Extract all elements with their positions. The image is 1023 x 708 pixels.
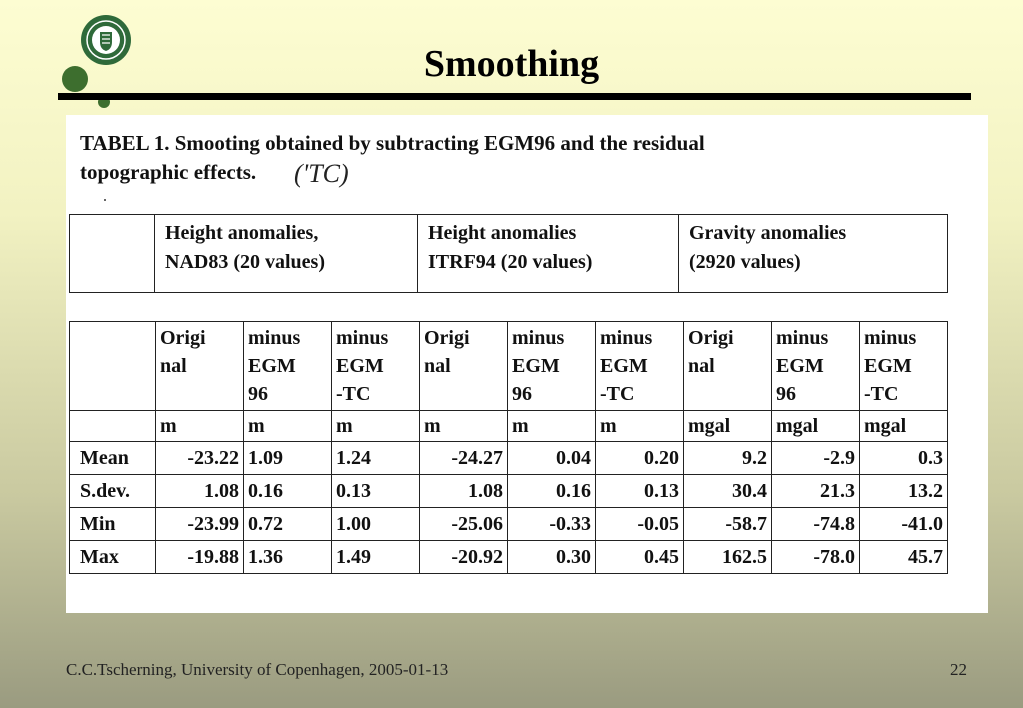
table-cell: 1.08 — [420, 475, 508, 508]
table-cell: 9.2 — [684, 442, 772, 475]
unit-cell: mgal — [860, 411, 948, 442]
footer-author: C.C.Tscherning, University of Copenhagen, 2005-01-13 — [66, 660, 449, 679]
unit-cell: mgal — [684, 411, 772, 442]
empty-corner-cell — [70, 322, 156, 411]
caption-line-1: TABEL 1. Smooting obtained by subtracting EGM96 and the residual — [80, 131, 705, 155]
page-number: 22 — [950, 660, 967, 679]
slide-title: Smoothing — [423, 43, 600, 85]
table-cell: 0.04 — [508, 442, 596, 475]
unit-cell: m — [420, 411, 508, 442]
table-cell: 162.5 — [684, 541, 772, 574]
group-header-table — [69, 214, 948, 293]
column-header: Origi nal — [420, 322, 508, 411]
column-header: Origi nal — [684, 322, 772, 411]
table-cell: 0.45 — [596, 541, 684, 574]
unit-cell: m — [596, 411, 684, 442]
column-header: minus EGM 96 — [508, 322, 596, 411]
table-cell: -41.0 — [860, 508, 948, 541]
table-cell: -20.92 — [420, 541, 508, 574]
table-cell: -0.33 — [508, 508, 596, 541]
table-row — [70, 541, 948, 574]
table-cell: 1.00 — [332, 508, 420, 541]
table-cell: 1.24 — [332, 442, 420, 475]
table-cell: 1.09 — [244, 442, 332, 475]
column-header: minus EGM -TC — [596, 322, 684, 411]
column-header: minus EGM 96 — [772, 322, 860, 411]
scan-speck — [104, 199, 106, 201]
unit-cell: m — [332, 411, 420, 442]
table-cell: 1.08 — [156, 475, 244, 508]
table-cell: 13.2 — [860, 475, 948, 508]
scanned-table-image — [66, 115, 988, 613]
group-header-gravity: Gravity anomalies (2920 values) — [679, 215, 948, 293]
group-header-nad83: Height anomalies, NAD83 (20 values) — [155, 215, 418, 293]
table-cell: -2.9 — [772, 442, 860, 475]
table-cell: -19.88 — [156, 541, 244, 574]
table-cell: 1.49 — [332, 541, 420, 574]
empty-unit-cell — [70, 411, 156, 442]
table-cell: 0.20 — [596, 442, 684, 475]
table-cell: 0.13 — [596, 475, 684, 508]
table-cell: 30.4 — [684, 475, 772, 508]
column-header: minus EGM 96 — [244, 322, 332, 411]
column-header: minus EGM -TC — [860, 322, 948, 411]
table-cell: -58.7 — [684, 508, 772, 541]
table-cell: 21.3 — [772, 475, 860, 508]
unit-cell: m — [244, 411, 332, 442]
unit-cell: m — [156, 411, 244, 442]
title-rule — [58, 93, 971, 100]
unit-cell: m — [508, 411, 596, 442]
table-cell: -78.0 — [772, 541, 860, 574]
table-cell: 0.16 — [508, 475, 596, 508]
table-cell: -23.99 — [156, 508, 244, 541]
handwritten-note: ('TC) — [294, 159, 349, 188]
column-header-row — [70, 322, 948, 411]
column-header: minus EGM -TC — [332, 322, 420, 411]
table-caption — [80, 129, 705, 187]
table-cell: 1.36 — [244, 541, 332, 574]
table-cell: -23.22 — [156, 442, 244, 475]
table-cell: -74.8 — [772, 508, 860, 541]
table-cell: -0.05 — [596, 508, 684, 541]
statistics-table — [69, 321, 948, 574]
row-label-sdev: S.dev. — [70, 475, 156, 508]
table-row — [70, 475, 948, 508]
group-header-itrf94: Height anomalies ITRF94 (20 values) — [418, 215, 679, 293]
caption-line-2: topographic effects. — [80, 160, 257, 184]
table-cell: 0.13 — [332, 475, 420, 508]
column-header: Origi nal — [156, 322, 244, 411]
row-label-min: Min — [70, 508, 156, 541]
row-label-max: Max — [70, 541, 156, 574]
empty-corner-cell — [70, 215, 155, 293]
unit-cell: mgal — [772, 411, 860, 442]
table-cell: -24.27 — [420, 442, 508, 475]
table-cell: 0.30 — [508, 541, 596, 574]
units-row — [70, 411, 948, 442]
table-cell: 0.16 — [244, 475, 332, 508]
row-label-mean: Mean — [70, 442, 156, 475]
table-cell: 0.72 — [244, 508, 332, 541]
table-cell: 0.3 — [860, 442, 948, 475]
table-cell: -25.06 — [420, 508, 508, 541]
table-row — [70, 442, 948, 475]
table-cell: 45.7 — [860, 541, 948, 574]
table-row — [70, 508, 948, 541]
